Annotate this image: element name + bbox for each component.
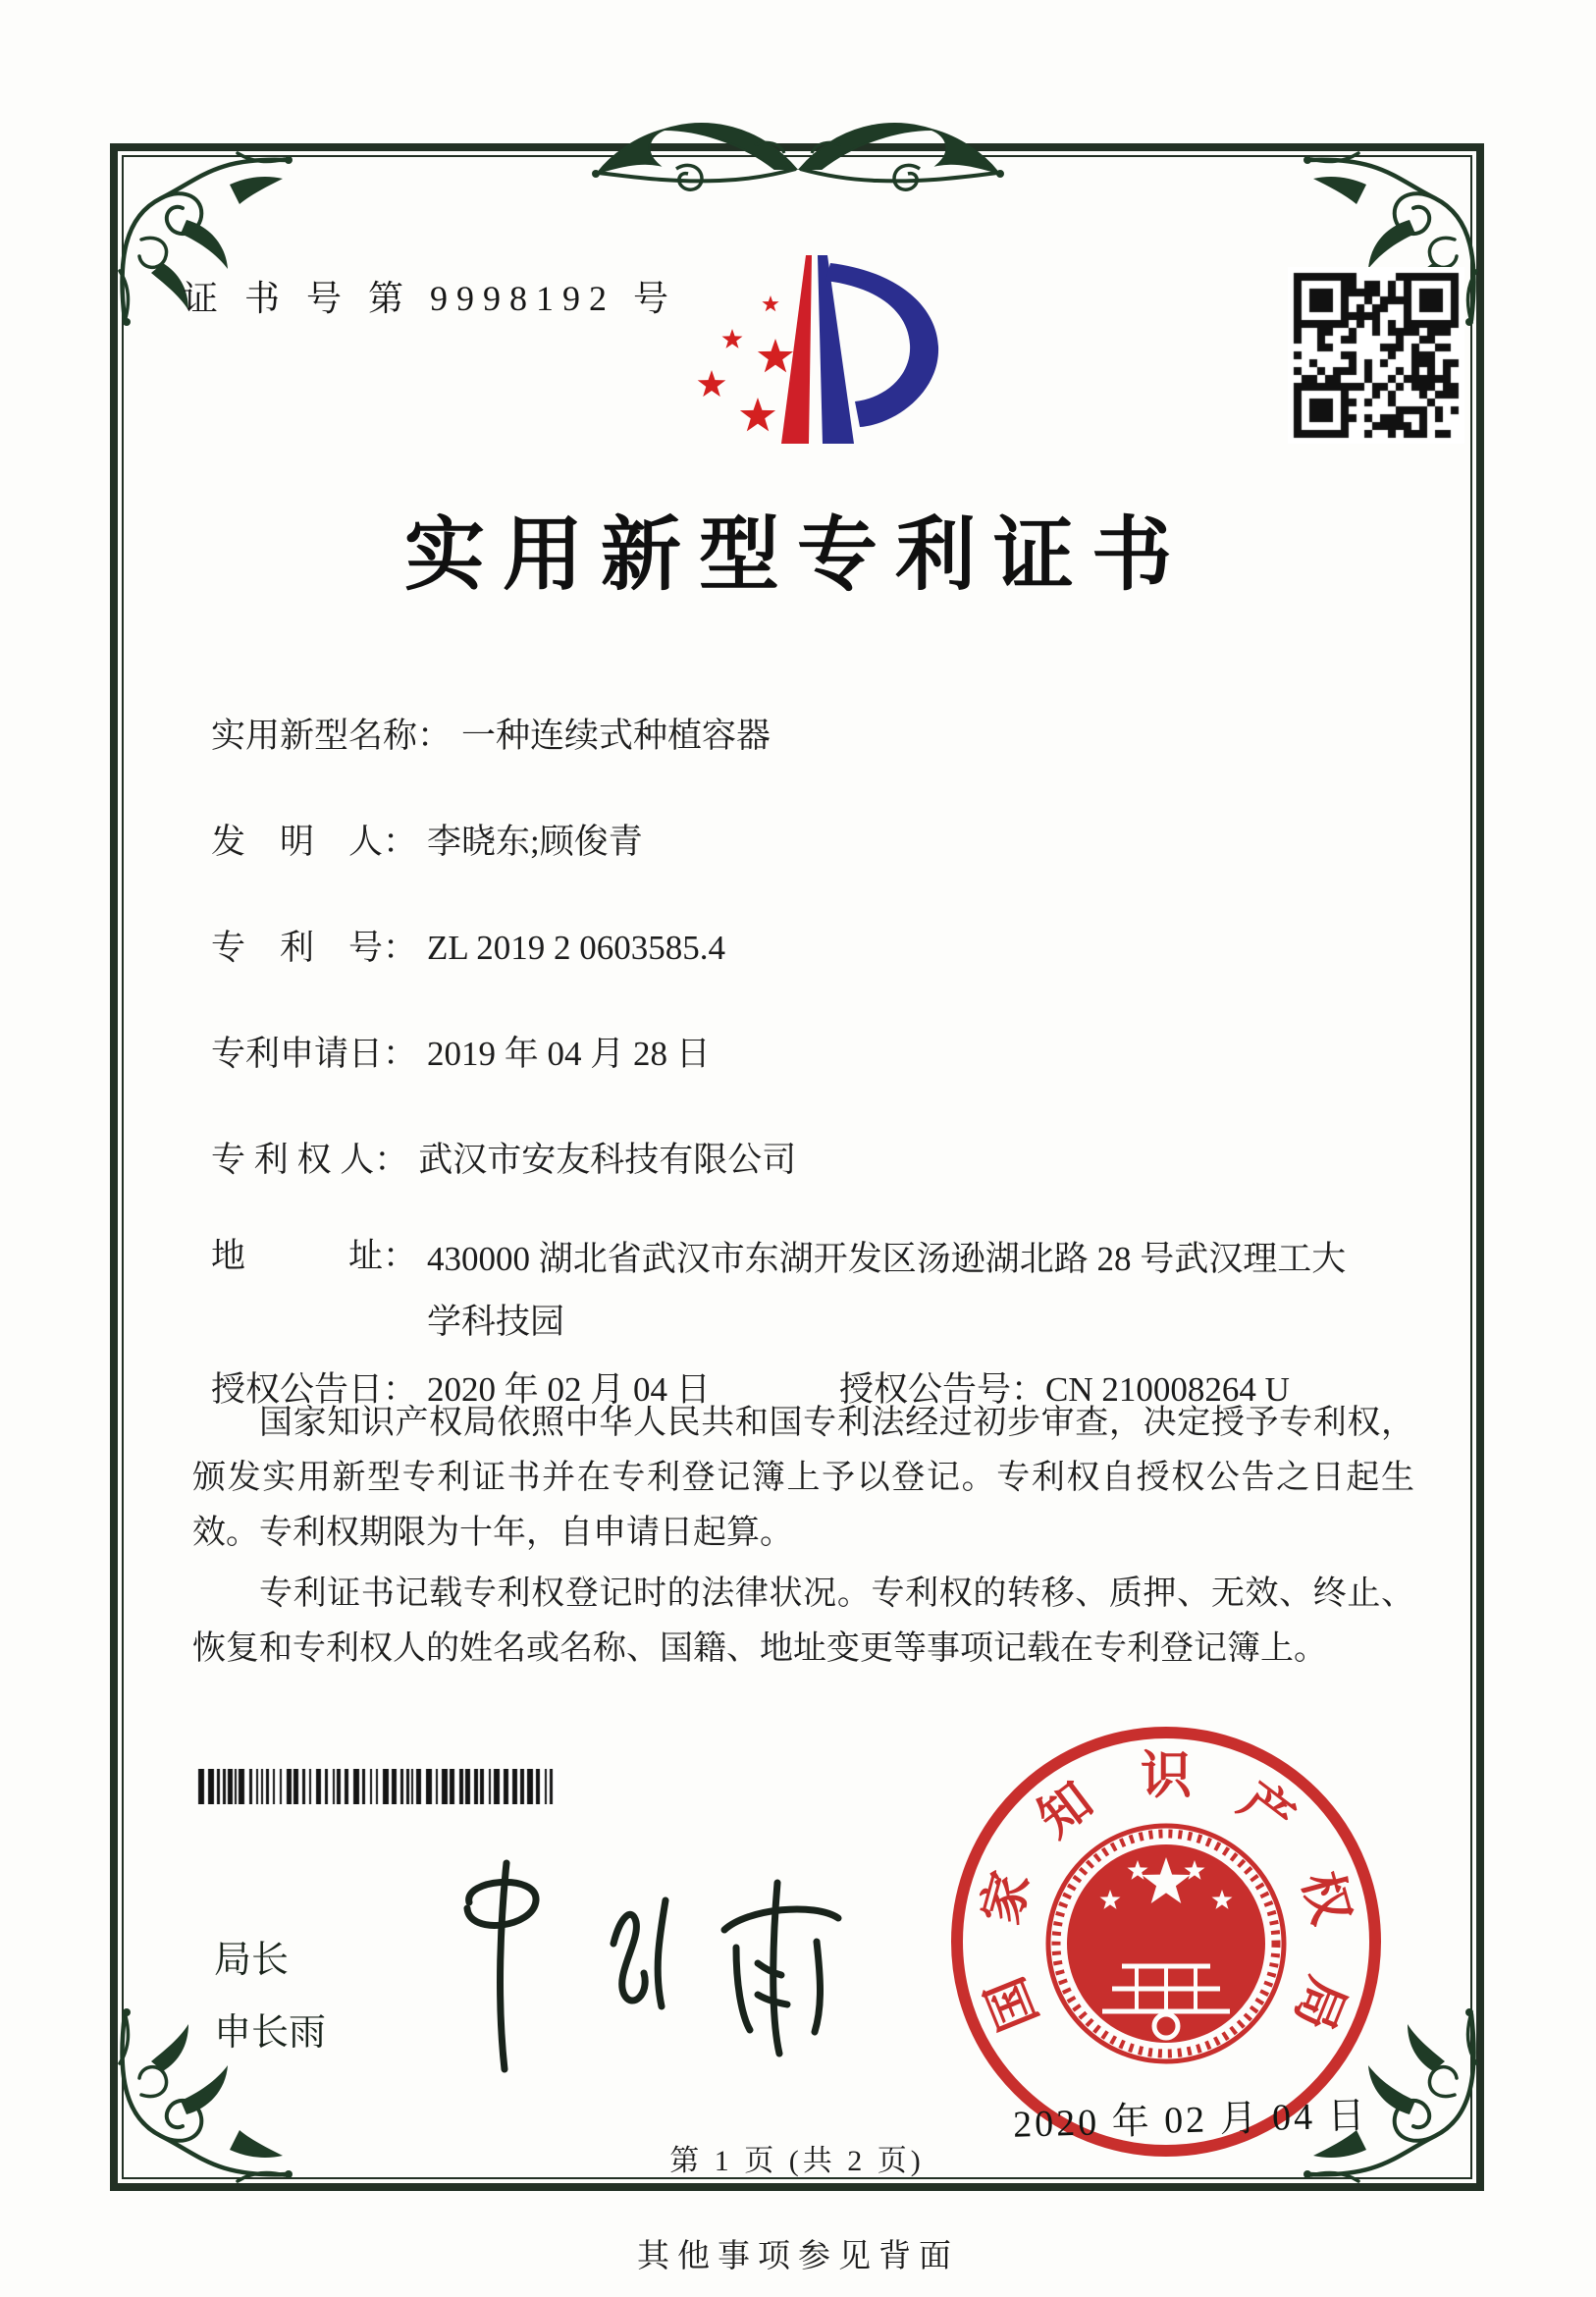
legal-paragraph-1: 国家知识产权局依照中华人民共和国专利法经过初步审查，决定授予专利权，颁发实用新型专利证书并在专利登记簿上予以登记。专利权自授权公告之日起生效。专利权期限为十年，自申请日起算。 [192, 1405, 1414, 1551]
legal-text [192, 1396, 1414, 1683]
qr-code [1288, 267, 1464, 444]
svg-text:国: 国 [978, 1969, 1049, 2038]
svg-text:权: 权 [1291, 1865, 1359, 1931]
legal-paragraph-2: 专利证书记载专利权登记时的法律状况。专利权的转移、质押、无效、终止、恢复和专利权人的姓名或名称、国籍、地址变更等事项记载在专利登记簿上。 [192, 1576, 1414, 1667]
svg-text:产: 产 [1228, 1772, 1303, 1848]
signer-title: 局长 [214, 1940, 290, 1981]
svg-text:家: 家 [973, 1865, 1041, 1931]
field-utility-model-name [211, 709, 771, 758]
field-label: 发 明 人： [211, 823, 418, 861]
field-value: 430000 湖北省武汉市东湖开发区汤逊湖北路 28 号武汉理工大学科技园 [427, 1240, 1347, 1341]
field-label: 专利申请日： [211, 1035, 418, 1073]
field-label: 专 利 权 人： [211, 1141, 409, 1179]
field-patent-number [211, 921, 725, 970]
field-inventors [211, 815, 643, 864]
director-signature [412, 1845, 883, 2091]
svg-text:知: 知 [1029, 1772, 1104, 1848]
field-value: 武汉市安友科技有限公司 [418, 1141, 797, 1179]
back-side-note: 其他事项参见背面 [637, 2239, 959, 2274]
svg-text:识: 识 [1140, 1748, 1193, 1805]
field-label: 授权公告号： [839, 1370, 1046, 1409]
field-filing-date [211, 1027, 711, 1076]
field-patentee [211, 1133, 796, 1182]
national-emblem-icon [1048, 1826, 1284, 2061]
field-value: 一种连续式种植容器 [461, 717, 771, 755]
field-label: 授权公告日： [211, 1370, 418, 1409]
field-value: 2020 年 02 月 04 日 [427, 1370, 711, 1409]
cnipa-logo-icon [638, 241, 962, 453]
field-value: 李晓东;顾俊青 [427, 823, 643, 861]
field-address [211, 1229, 1350, 1354]
field-label: 地 址： [211, 1237, 418, 1275]
certificate-title: 实用新型专利证书 [403, 510, 1190, 600]
field-value: 2019 年 04 月 28 日 [427, 1035, 711, 1073]
signer-name: 申长雨 [214, 2012, 327, 2054]
certificate-number: 证 书 号 第 9998192 号 [183, 279, 678, 318]
signer-block [214, 1924, 326, 2069]
field-value: CN 210008264 U [1045, 1370, 1290, 1409]
field-label: 专 利 号： [211, 929, 418, 967]
seal-date: 2020 年 02 月 04 日 [1012, 2095, 1369, 2146]
svg-text:局: 局 [1283, 1969, 1355, 2038]
page-number: 第 1 页 (共 2 页) [669, 2145, 925, 2177]
field-label: 实用新型名称： [211, 717, 452, 755]
top-center-scroll-ornament-icon [582, 79, 1014, 206]
barcode [196, 1769, 558, 1804]
field-value: ZL 2019 2 0603585.4 [427, 929, 725, 967]
